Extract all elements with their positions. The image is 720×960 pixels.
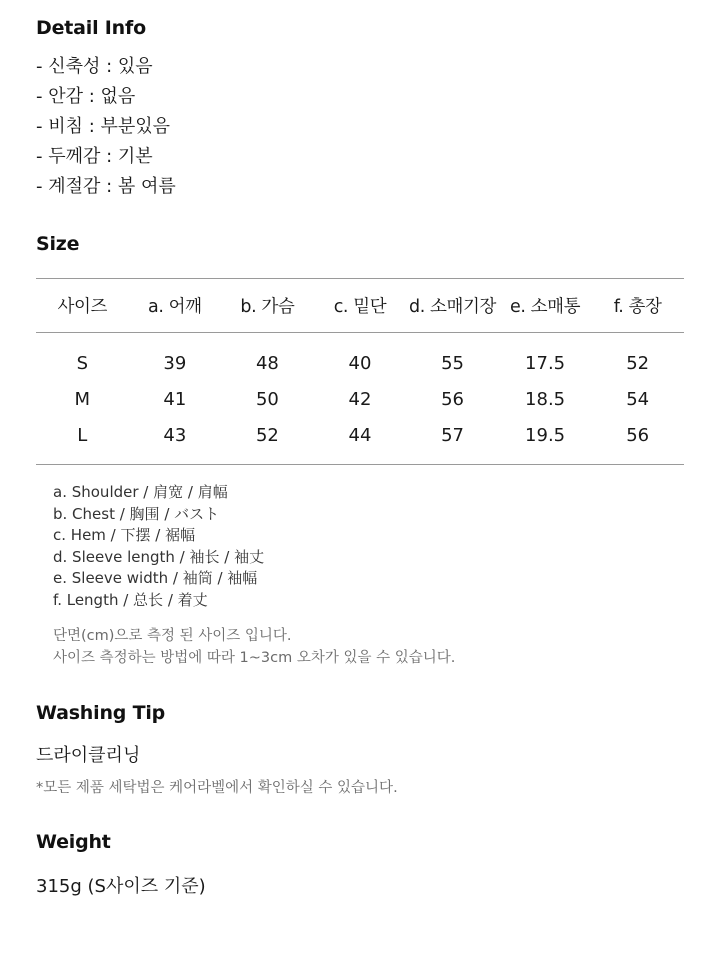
header-chest: b. 가슴 — [240, 297, 295, 317]
table-cell: M — [74, 388, 91, 410]
header-size: 사이즈 — [57, 297, 108, 317]
table-cell: 39 — [163, 352, 187, 374]
table-cell: 42 — [348, 388, 372, 410]
weight-value: 315g (S사이즈 기준) — [36, 876, 206, 897]
header-sleeve-width: e. 소매통 — [509, 297, 581, 317]
header-total-length: f. 총장 — [613, 297, 662, 317]
table-cell: L — [77, 424, 88, 446]
detail-item-lining: - 안감 : 없음 — [36, 86, 136, 107]
table-cell: S — [76, 352, 88, 374]
size-table-header — [36, 279, 684, 333]
table-cell: 41 — [163, 388, 187, 410]
table-cell: 54 — [626, 388, 650, 410]
legend-item: b. Chest / 胸围 / バスト — [53, 504, 220, 523]
washing-tip-title: Washing Tip — [36, 702, 166, 724]
detail-item-sheerness: - 비침 : 부분있음 — [36, 116, 171, 137]
table-cell: 57 — [441, 424, 464, 446]
table-row — [36, 345, 684, 381]
table-cell: 52 — [626, 352, 650, 374]
detail-item-thickness: - 두께감 : 기본 — [36, 146, 153, 167]
size-legend — [53, 482, 264, 612]
detail-info-list — [36, 52, 176, 202]
legend-item: c. Hem / 下摆 / 裾幅 — [53, 526, 196, 545]
weight-title: Weight — [36, 831, 111, 853]
measurement-note — [53, 625, 455, 669]
table-cell: 56 — [626, 424, 650, 446]
table-cell: 52 — [255, 424, 279, 446]
table-cell: 56 — [441, 388, 464, 410]
table-cell: 19.5 — [525, 424, 566, 446]
legend-item: d. Sleeve length / 袖长 / 袖丈 — [53, 547, 265, 566]
measurement-note-line-2: 사이즈 측정하는 방법에 따라 1~3cm 오차가 있을 수 있습니다. — [53, 650, 456, 666]
table-row — [36, 417, 684, 453]
table-cell: 18.5 — [525, 388, 566, 410]
washing-method: 드라이클리닝 — [36, 745, 141, 766]
legend-item: f. Length / 总长 / 着丈 — [53, 590, 208, 609]
table-cell: 43 — [163, 424, 187, 446]
detail-item-season: - 계절감 : 봄 여름 — [36, 176, 176, 197]
washing-care-note: *모든 제품 세탁법은 케어라벨에서 확인하실 수 있습니다. — [36, 780, 398, 796]
table-row — [36, 381, 684, 417]
header-hem: c. 밑단 — [333, 297, 387, 317]
header-sleeve-length: d. 소매기장 — [409, 297, 497, 317]
table-cell: 50 — [255, 388, 279, 410]
detail-info-title: Detail Info — [36, 17, 146, 39]
table-cell: 44 — [348, 424, 372, 446]
header-shoulder: a. 어깨 — [148, 297, 202, 317]
legend-item: e. Sleeve width / 袖筒 / 袖幅 — [53, 569, 258, 588]
table-cell: 55 — [441, 352, 464, 374]
size-table — [36, 278, 684, 465]
table-cell: 48 — [255, 352, 279, 374]
measurement-note-line-1: 단면(cm)으로 측정 된 사이즈 입니다. — [53, 628, 292, 644]
table-cell: 40 — [348, 352, 372, 374]
table-cell: 17.5 — [525, 352, 566, 374]
size-table-body — [36, 333, 684, 464]
legend-item: a. Shoulder / 肩宽 / 肩幅 — [53, 483, 228, 501]
detail-item-stretch: - 신축성 : 있음 — [36, 56, 153, 77]
size-title: Size — [36, 233, 80, 255]
